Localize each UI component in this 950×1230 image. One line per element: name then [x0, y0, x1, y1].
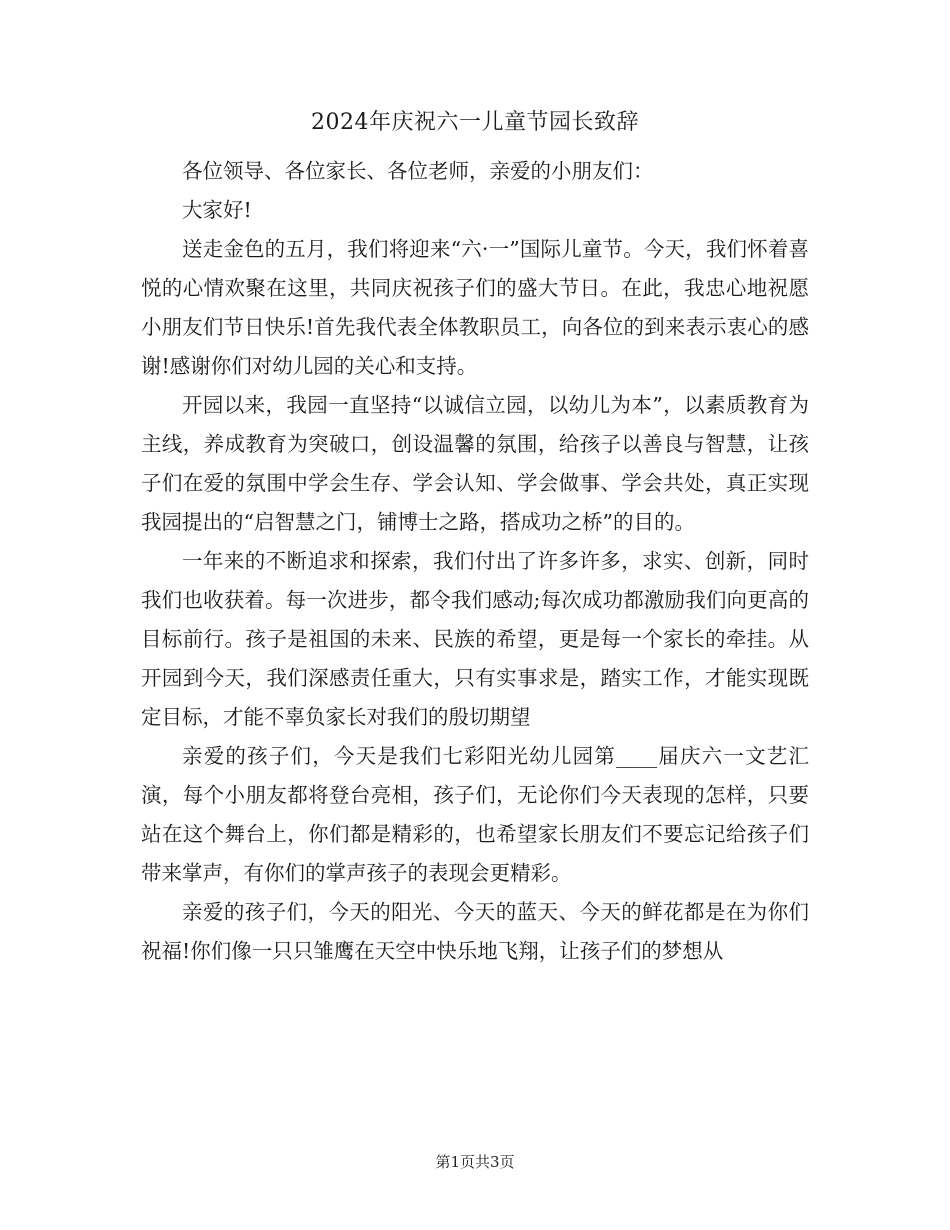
- paragraph-hello: 大家好!: [182, 198, 252, 222]
- paragraph-achievements: 一年来的不断追求和探索，我们付出了许多许多，求实、创新，同时我们也收获着。每一次进步，都令我们感动;每次成功都激励我们向更高的目标前行。孩子是祖国的未来、民族的希望，更是每一个家长的牵挂。从开园到今天，我们深感责任重大，只有实事求是，踏实工作，才能实现既定目标，才能不辜负家长对我们的殷切期望: [141, 549, 809, 729]
- document-body: [141, 152, 809, 971]
- paragraph-performance: 亲爱的孩子们，今天是我们七彩阳光幼儿园第____届庆六一文艺汇演，每个小朋友都将登台亮相，孩子们，无论你们今天表现的怎样，只要站在这个舞台上，你们都是精彩的，也希望家长朋友们不要忘记给孩子们带来掌声，有你们的掌声孩子的表现会更精彩。: [141, 744, 809, 885]
- paragraph-welcome: 送走金色的五月，我们将迎来“六·一”国际儿童节。今天，我们怀着喜悦的心情欢聚在这里，共同庆祝孩子们的盛大节日。在此，我忠心地祝愿小朋友们节日快乐!首先我代表全体教职员工，向各位的到来表示衷心的感谢!感谢你们对幼儿园的关心和支持。: [141, 237, 809, 378]
- paragraph-philosophy: 开园以来，我园一直坚持“以诚信立园，以幼儿为本”，以素质教育为主线，养成教育为突破口，创设温馨的氛围，给孩子以善良与智慧，让孩子们在爱的氛围中学会生存、学会认知、学会做事、学会共处，真正实现我园提出的“启智慧之门，铺博士之路，搭成功之桥”的目的。: [141, 393, 809, 534]
- paragraph-blessing: 亲爱的孩子们，今天的阳光、今天的蓝天、今天的鲜花都是在为你们祝福!你们像一只只雏鹰在天空中快乐地飞翔，让孩子们的梦想从: [141, 900, 809, 963]
- paragraph-greeting: 各位领导、各位家长、各位老师，亲爱的小朋友们：: [182, 159, 654, 183]
- document-title: 2024年庆祝六一儿童节园长致辞: [311, 110, 639, 135]
- page-number: 第1页共3页: [435, 1153, 515, 1171]
